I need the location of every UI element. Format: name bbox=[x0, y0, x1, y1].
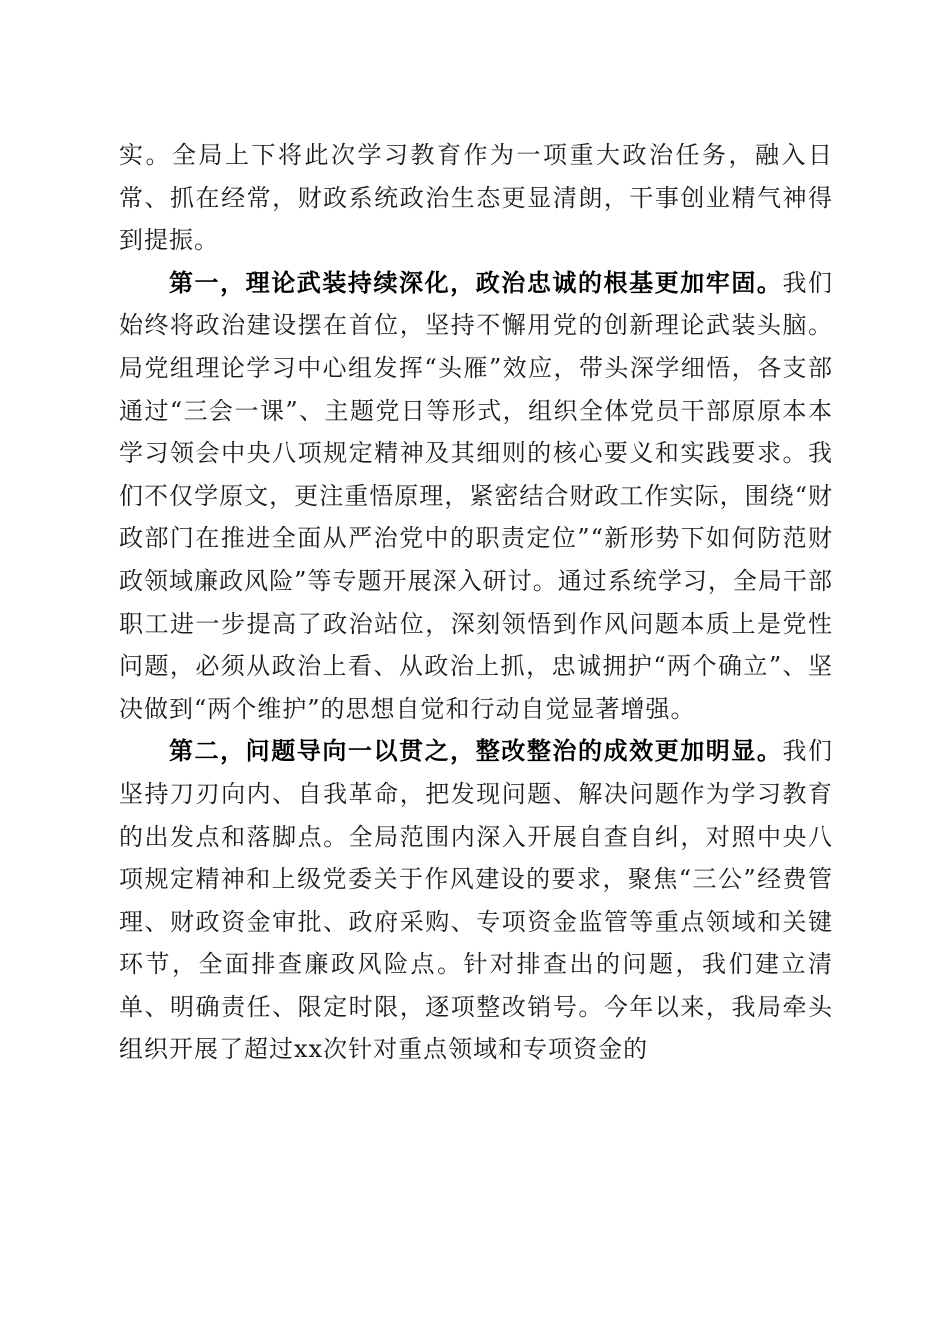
paragraph-heading: 第一，理论武装持续深化，政治忠诚的根基更加牢固。 bbox=[169, 267, 783, 297]
paragraph-text: 实。全局上下将此次学习教育作为一项重大政治任务，融入日常、抓在经常，财政系统政治生态更显清朗，干事创业精气神得到提振。 bbox=[119, 141, 833, 255]
paragraph-theory-arming bbox=[119, 262, 833, 731]
paragraph-problem-oriented bbox=[119, 730, 833, 1071]
document-body bbox=[119, 134, 833, 1071]
paragraph-text: 我们始终将政治建设摆在首位，坚持不懈用党的创新理论武装头脑。局党组理论学习中心组发挥“头雁”效应，带头深学细悟，各支部通过“三会一课”、主题党日等形式，组织全体党员干部原原本本学习领会中央八项规定精神及其细则的核心要义和实践要求。我们不仅学原文，更注重悟原理，紧密结合财政工作实际，围绕“财政部门在推进全面从严治党中的职责定位”“新形势下如何防范财政领域廉政风险”等专题开展深入研讨。通过系统学习，全局干部职工进一步提高了政治站位，深刻领悟到作风问题本质上是党性问题，必须从政治上看、从政治上抓，忠诚拥护“两个确立”、坚决做到“两个维护”的思想自觉和行动自觉显著增强。 bbox=[119, 268, 834, 723]
paragraph-heading: 第二，问题导向一以贯之，整改整治的成效更加明显。 bbox=[169, 736, 783, 766]
paragraph-continuation bbox=[119, 134, 833, 262]
paragraph-text: 我们坚持刀刃向内、自我革命，把发现问题、解决问题作为学习教育的出发点和落脚点。全局范围内深入开展自查自纠，对照中央八项规定精神和上级党委关于作风建设的要求，聚焦“三公”经费管理、财政资金审批、政府采购、专项资金监管等重点领域和关键环节，全面排查廉政风险点。针对排查出的问题，我们建立清单、明确责任、限定时限，逐项整改销号。今年以来，我局牵头组织开展了超过xx次针对重点领域和专项资金的 bbox=[119, 737, 834, 1064]
